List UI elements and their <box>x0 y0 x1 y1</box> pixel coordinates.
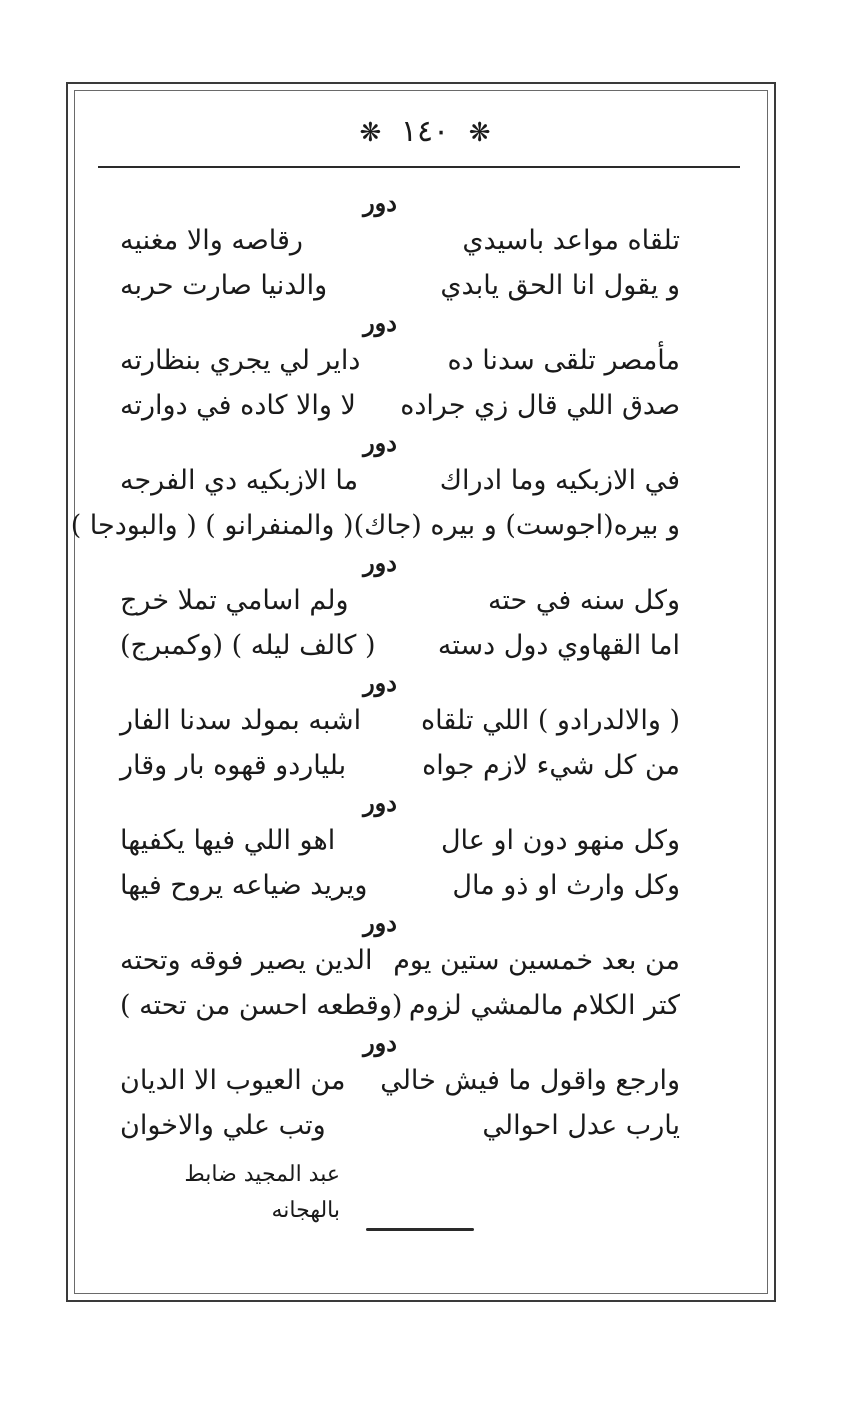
header-rule <box>98 166 740 168</box>
verse-first-hemistich: وكل وارث او ذو مال <box>452 870 680 901</box>
stanza-label: دور <box>363 548 397 577</box>
verse-first-hemistich: وكل سنه في حته <box>487 585 680 616</box>
verse-second-hemistich: ( والمنفرانو ) ( والبودجا ) <box>70 510 354 541</box>
verse-second-hemistich: رقاصه والا مغنيه <box>120 225 303 256</box>
verse-line <box>70 503 680 548</box>
verse-line <box>120 983 680 1028</box>
verse-line <box>120 338 680 383</box>
verse-line <box>120 218 680 263</box>
verse-line <box>120 383 680 428</box>
verse-first-hemistich: في الازبكيه وما ادراك <box>439 465 680 496</box>
verse-first-hemistich: من كل شيء لازم جواه <box>422 750 680 781</box>
verse-second-hemistich: لا والا كاده في دوارته <box>120 390 356 421</box>
verse-second-hemistich: اشبه بمولد سدنا الفار <box>120 705 362 736</box>
stanza-label: دور <box>363 188 397 217</box>
verse-first-hemistich: يارب عدل احوالي <box>482 1110 680 1141</box>
verse-second-hemistich: ويريد ضياعه يروح فيها <box>120 870 368 901</box>
verse-first-hemistich: من بعد خمسين ستين يوم <box>393 945 680 976</box>
verse-line <box>120 623 680 668</box>
verse-line <box>120 578 680 623</box>
stanza-label: دور <box>363 308 397 337</box>
poem-body <box>70 188 680 1148</box>
stanza-label: دور <box>363 668 397 697</box>
verse-second-hemistich: من العيوب الا الديان <box>120 1065 346 1096</box>
verse-second-hemistich: اهو اللي فيها يكفيها <box>120 825 336 856</box>
ornament-right-icon: ❋ <box>468 118 491 148</box>
page-header <box>0 112 850 153</box>
verse-line <box>120 698 680 743</box>
verse-first-hemistich: وارجع واقول ما فيش خالي <box>380 1065 680 1096</box>
verse-line <box>120 1103 680 1148</box>
verse-first-hemistich: وكل منهو دون او عال <box>440 825 680 856</box>
verse-line <box>120 458 680 503</box>
stanza-label: دور <box>363 908 397 937</box>
verse-first-hemistich: مأمصر تلقى سدنا ده <box>447 345 680 376</box>
verse-line <box>120 263 680 308</box>
verse-second-hemistich: الدين يصير فوقه وتحته <box>120 945 373 976</box>
end-ornament-rule <box>366 1228 474 1231</box>
author-signature: عبد المجيد ضابط بالهجانه <box>184 1162 340 1223</box>
verse-second-hemistich: ( كالف ليله ) (وكمبرج) <box>120 630 376 661</box>
verse-first-hemistich: و يقول انا الحق يابدي <box>440 270 680 301</box>
verse-line <box>120 938 680 983</box>
stanza-label: دور <box>363 428 397 457</box>
verse-first-hemistich: صدق اللي قال زي جراده <box>400 390 680 421</box>
page-number: ١٤٠ <box>400 114 450 149</box>
verse-first-hemistich: كتر الكلام مالمشي لزوم <box>408 990 680 1021</box>
verse-first-hemistich: اما القهاوي دول دسته <box>437 630 680 661</box>
verse-line <box>120 863 680 908</box>
verse-first-hemistich: تلقاه مواعد باسيدي <box>462 225 680 256</box>
stanza-label: دور <box>363 788 397 817</box>
verse-second-hemistich: ما الازبكيه دي الفرجه <box>120 465 359 496</box>
ornament-left-icon: ❋ <box>359 118 382 148</box>
verse-second-hemistich: والدنيا صارت حربه <box>120 270 328 301</box>
verse-second-hemistich: (وقطعه احسن من تحته ) <box>120 990 403 1021</box>
verse-line <box>120 1058 680 1103</box>
verse-line <box>120 743 680 788</box>
verse-line <box>120 818 680 863</box>
verse-first-hemistich: و بيره(اجوست) و بيره (جاك) <box>353 510 680 541</box>
verse-second-hemistich: وتب علي والاخوان <box>120 1110 326 1141</box>
verse-second-hemistich: بلياردو قهوه بار وقار <box>120 750 347 781</box>
verse-second-hemistich: ولم اسامي تملا خرج <box>120 585 349 616</box>
stanza-label: دور <box>363 1028 397 1057</box>
verse-second-hemistich: داير لي يجري بنظارته <box>120 345 361 376</box>
verse-first-hemistich: ( والالدرادو ) اللي تلقاه <box>421 705 680 736</box>
